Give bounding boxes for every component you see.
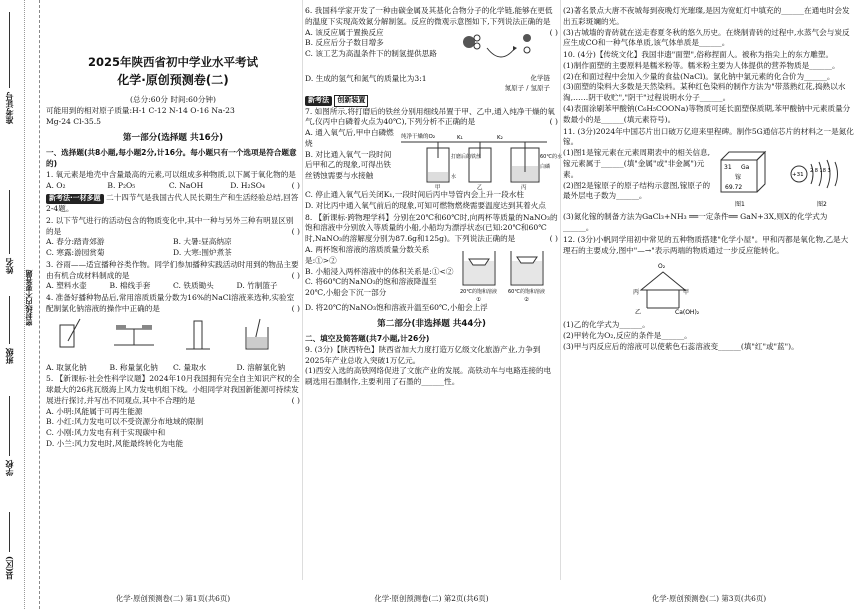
option-b: B. 小红:风力发电可以不受资源分布地域的限制 bbox=[46, 417, 204, 427]
question-4-figures bbox=[46, 315, 300, 359]
option-d: D. 竹制篮子 bbox=[236, 281, 278, 291]
svg-text:丙: 丙 bbox=[633, 289, 640, 297]
option-c: C. NaOH bbox=[168, 181, 204, 191]
atom-structure-diagram bbox=[791, 160, 838, 208]
question-5: 5. 【新课标·社会性科学议题】2024年10月我国拥有完全自主知识产权的全球最大的26兆瓦级海上风力发电机组下线。小组同学对我国新能源可持续发展进行探讨,并写出不同观点,其中不合理的是 ( ) bbox=[46, 374, 300, 405]
gallium-figures bbox=[713, 148, 853, 212]
question-11-1: (1)图1是镓元素在元素周期表中的相关信息,镓元素属于______(填"金属"或"非金属")元素。 bbox=[563, 148, 711, 179]
exam-number-label: 准考证号 bbox=[4, 92, 14, 124]
question-8: 8. 【新课标·跨物理学科】分别在20℃和60℃时,向两杯等质量的NaNO₃的饱和溶液中分别放入等质量的小船,小船均为漂浮状态(已知:20℃和60℃时,NaNO₃的溶解度分别为87.6g和125g)。下列说法正确的是 ( ) bbox=[305, 212, 558, 244]
question-8-options bbox=[305, 245, 455, 303]
district-line bbox=[9, 512, 10, 552]
question-7-body bbox=[305, 128, 562, 192]
take-salt-figure bbox=[60, 319, 80, 347]
svg-text:乙: 乙 bbox=[635, 309, 642, 317]
svg-text:Ca(OH)₂: Ca(OH)₂ bbox=[675, 309, 700, 317]
school-label: 学校 bbox=[4, 460, 14, 476]
option-d: D. 将20℃的NaNO₃饱和溶液升温至60℃,小船会上浮 bbox=[305, 302, 488, 312]
svg-text:纯净干燥的O₂: 纯净干燥的O₂ bbox=[401, 134, 436, 141]
atomic-masses: 可能用到的相对原子质量:H-1 C-12 N-14 O-16 Na-23 bbox=[46, 106, 235, 116]
beakers-diagram bbox=[455, 245, 555, 303]
question-3-options bbox=[46, 281, 300, 292]
option-a: A. 该反应属于置换反应 bbox=[305, 27, 384, 37]
question-12-1: (1)乙的化学式为______。 bbox=[563, 320, 650, 330]
question-10: 10. (4分)【传统文化】我国非遗"面塑",俗称捏面人。被称为指尖上的东方雕塑。 bbox=[563, 50, 834, 60]
section-2-title: 二、填空及简答题(共7小题,计26分) bbox=[305, 333, 430, 343]
question-9-2: (2)著名景点大唐不夜城每到夜晚灯光璀璨,是因为宽虹灯中填充的______在通电时会发出五彩斑斓的光。 bbox=[563, 6, 850, 26]
legend-labels: 氮原子 / 氢原子 bbox=[504, 84, 550, 93]
option-d: D. 生成的氢气和氮气的质量比为3:1 bbox=[305, 73, 427, 83]
option-d: D. H₂SO₄ bbox=[230, 181, 266, 191]
option-a: A. O₂ bbox=[46, 181, 66, 191]
option-b: B. 对比通入氧气一段时间后甲和乙的现象,可得出铁丝锈蚀需要与水接触 bbox=[305, 149, 392, 181]
option-b: B. P₂O₅ bbox=[107, 181, 136, 191]
hydrogen-legend-dot bbox=[524, 47, 530, 53]
page-footer: 化学·原创预测卷(二) 第2页(共6页) bbox=[374, 594, 489, 604]
option-d: D. 小兰:风力发电时,风能最终转化为电能 bbox=[46, 439, 184, 449]
option-a: A. 小明:风能属于可再生能源 bbox=[46, 406, 143, 416]
question-10-1: (1)制作面塑的主要原料是糯米粉等。糯米粉主要为人体提供的营养物质是______。 bbox=[563, 60, 840, 70]
svg-text:图1: 图1 bbox=[735, 201, 745, 209]
svg-text:31: 31 bbox=[724, 164, 732, 172]
option-b: B. 小船浸入两杯溶液中的体积关系是:①<② bbox=[305, 266, 454, 276]
exam-meta: (总分:60分 时间:60分钟) bbox=[130, 95, 216, 105]
svg-text:Ga: Ga bbox=[741, 164, 750, 172]
svg-text:①: ① bbox=[476, 296, 481, 303]
svg-text:+31: +31 bbox=[792, 172, 804, 179]
question-4: 4. 准备好播种物品后,常用溶质质量分数为16%的NaCl溶液来选种,实验室配制氯化钠溶液的操作中正确的是 ( ) bbox=[46, 293, 300, 313]
atomic-masses-2: Mg-24 Cl-35.5 bbox=[46, 116, 101, 126]
question-10-2: (2)在和面过程中会加入少量的食盐(NaCl)。氯化钠中氯元素的化合价为______。 bbox=[563, 71, 835, 81]
option-a: A. 取氯化钠 bbox=[46, 362, 87, 372]
svg-text:水: 水 bbox=[451, 174, 457, 181]
chain-label: 化学链 bbox=[530, 73, 550, 82]
option-d: D. 大寒:围炉煮茶 bbox=[173, 248, 232, 258]
question-12-2: (2)甲转化为O₂,反应的条件是______。 bbox=[563, 330, 692, 340]
weigh-salt-figure bbox=[114, 325, 154, 345]
chemistry-house-diagram bbox=[563, 256, 855, 316]
option-c: C. 量取水 bbox=[173, 362, 207, 372]
question-7-tags: 新考法 创新装置 bbox=[305, 95, 558, 107]
question-11-3: (3)氮化镓的制备方法为GaCl₃+NH₃ ══一定条件══ GaN+3X,则X的化学式为______。 bbox=[563, 212, 828, 232]
question-9-1: (1)西安入选的高铁网络促进了文旅产业的发展。高铁动车与电路连接的电刷选用石墨制作,主要利用了石墨的______性。 bbox=[305, 366, 552, 387]
part-2-title: 第二部分(非选择题 共44分) bbox=[377, 318, 486, 329]
option-b: B. 反应后分子数目增多 bbox=[305, 38, 384, 48]
seal-note: 密封线内不要答题 bbox=[24, 270, 33, 326]
question-11-body bbox=[563, 148, 855, 212]
column-divider bbox=[560, 0, 561, 580]
option-a: A. 通入氧气后,甲中白磷燃烧 bbox=[305, 128, 394, 148]
option-c: C. 寒露:游园赏菊 bbox=[46, 248, 105, 258]
svg-text:20℃的饱和溶液: 20℃的饱和溶液 bbox=[460, 288, 497, 295]
question-7: 7. 如图所示,将打磨后的铁丝分别用细线吊置于甲、乙中,通入纯净干燥的氧气,仪丙中白磷着火点为40℃),下列分析不正确的是 ( ) bbox=[305, 106, 558, 127]
section-1-title: 一、选择题(共8小题,每小题2分,计16分。每小题只有一个选项是符合题意的) bbox=[46, 147, 297, 168]
school-line bbox=[9, 396, 10, 456]
page-footer: 化学·原创预测卷(二) 第1页(共6页) bbox=[115, 594, 231, 604]
option-d: D. 对比丙中通入氧气前后的现象,可知可燃物燃烧需要温度达到其着火点 bbox=[305, 200, 546, 210]
question-1-options bbox=[46, 181, 292, 192]
svg-text:60℃的饱和溶液: 60℃的饱和溶液 bbox=[508, 288, 545, 295]
svg-text:②: ② bbox=[524, 296, 529, 303]
question-11-2: (2)图2是镓原子的原子结构示意图,镓原子的最外层电子数为______。 bbox=[563, 180, 711, 201]
nitrogen-legend-dot bbox=[523, 34, 531, 42]
name-line bbox=[9, 190, 10, 254]
option-a: A. 塑料水壶 bbox=[46, 281, 87, 291]
question-7-options-ab bbox=[305, 128, 397, 190]
svg-text:60℃的水: 60℃的水 bbox=[540, 154, 562, 161]
question-6-body bbox=[305, 28, 550, 74]
column-divider bbox=[302, 0, 303, 580]
question-5-options bbox=[46, 407, 300, 450]
option-c: C. 停止通入氧气后关闭K₁,一段时间后丙中导管内会上升一段水柱 bbox=[305, 190, 524, 200]
question-4-options bbox=[46, 363, 300, 374]
option-d: D. 溶解氯化钠 bbox=[236, 362, 286, 372]
question-12: 12. (3分)小帆同学用初中常见的五种物质搭建"化学小屋"。甲和丙都是氧化物,乙是大理石的主要成分,图中"—→"表示两端的物质通过一步反应能转化。 bbox=[563, 234, 849, 255]
question-3: 3. 谷雨——适宜播种谷类作物。同学们参加播种实践活动时用到的物品主要由有机合成材料制成的是 ( ) bbox=[46, 259, 300, 280]
svg-text:打磨后的铁丝: 打磨后的铁丝 bbox=[451, 154, 482, 161]
question-6-options bbox=[305, 28, 455, 74]
question-2-options bbox=[46, 237, 300, 259]
question-11-parts bbox=[563, 148, 713, 212]
svg-text:图2: 图2 bbox=[817, 201, 827, 209]
binding-margin bbox=[0, 0, 40, 609]
part-1-title: 第一部分(选择题 共16分) bbox=[122, 132, 224, 143]
svg-text:甲: 甲 bbox=[435, 185, 441, 192]
question-1: 1. 氧元素是地壳中含量最高的元素,可以组成多种物质,以下属于氧化物的是 ( ) bbox=[46, 170, 300, 191]
svg-text:K₂: K₂ bbox=[497, 135, 503, 142]
option-c: C. 铁质锄头 bbox=[173, 281, 214, 291]
svg-text:2 8 18 3: 2 8 18 3 bbox=[810, 168, 831, 175]
option-b: B. 大暑:昼高纳凉 bbox=[173, 237, 232, 247]
svg-text:K₁: K₁ bbox=[457, 135, 463, 142]
class-label: 班级 bbox=[4, 348, 14, 364]
periodic-table-cell bbox=[721, 152, 765, 208]
question-8-body bbox=[305, 245, 558, 303]
page-footer: 化学·原创预测卷(二) 第3页(共6页) bbox=[651, 594, 767, 604]
option-b: B. 称量氯化钠 bbox=[109, 362, 158, 372]
question-9: 9. (3分)【陕西特色】陕西省加大力度打造万亿级文化旅游产业,力争到2025年产业总收入突破1万亿元。 bbox=[305, 344, 541, 365]
question-10-4: (4)表面涂刷苯甲酸钠(C₆H₅COONa)等物质可延长面塑保质期,苯甲酸钠中元素质量分数最小的是______(填元素符号)。 bbox=[563, 104, 851, 124]
svg-text:乙: 乙 bbox=[477, 185, 483, 192]
exam-subtitle: 化学·原创预测卷(二) bbox=[117, 73, 229, 88]
exam-number-line bbox=[9, 12, 10, 88]
question-12-3: (3)甲与丙反应后的溶液可以使紫色石蕊溶液变______(填"红"或"蓝")。 bbox=[563, 341, 799, 351]
question-6-legend bbox=[305, 74, 558, 85]
svg-text:69.72: 69.72 bbox=[725, 184, 743, 192]
apparatus-diagram bbox=[397, 128, 562, 192]
district-label: 县(区) bbox=[4, 556, 14, 580]
group-intro: 新考法·一材多题 二十四节气是我国古代人民长期生产和生活经验总结,回答2-4题。 bbox=[46, 193, 299, 213]
name-label: 姓名 bbox=[4, 258, 14, 274]
exam-title: 2025年陕西省初中学业水平考试 bbox=[87, 55, 258, 69]
reaction-diagram bbox=[455, 28, 555, 74]
measure-water-figure bbox=[186, 321, 210, 349]
svg-text:镓: 镓 bbox=[735, 174, 742, 182]
svg-text:甲: 甲 bbox=[683, 289, 690, 297]
question-10-3: (3)面塑的染料大多数是天然染料。某种红色染料的制作方法为"带蒸熟红花,捣熟以水淘,……阴干收贮","阴干"过程说明水分子______。 bbox=[563, 82, 846, 103]
dissolve-salt-figure bbox=[246, 319, 268, 349]
option-c: C. 小刚:风力发电有利于实现碳中和 bbox=[46, 428, 166, 438]
option-a: A. 春分:踏青郊游 bbox=[46, 237, 105, 247]
question-2: 2. 以下节气进行的活动包含的物质变化中,其中一种与另外三种有明显区别的是 ( ) bbox=[46, 215, 300, 236]
option-c: C. 将60℃的NaNO₃的饱和溶液降温至20℃,小船会下沉一部分 bbox=[305, 277, 437, 298]
page-3 bbox=[563, 0, 855, 609]
question-11: 11. (3分)2024年中国芯片出口破万亿迎来里程碑。制作5G通信芯片的材料之一是氮化镓。 bbox=[563, 126, 854, 147]
new-method-tag: 新考法·一材多题 bbox=[46, 194, 104, 204]
svg-text:丙: 丙 bbox=[521, 185, 527, 192]
page-2 bbox=[305, 0, 562, 609]
option-c: C. 该工艺为高温条件下的制氢提供思路 bbox=[305, 49, 437, 59]
page-1 bbox=[46, 0, 300, 609]
question-6: 6. 我国科学家开发了一种由碳金属及其基化合物分子的化学链,能够在更低的温度下实现高效氮分解制氢。反应的微观示意图如下,下列说法正确的是 ( ) bbox=[305, 6, 558, 37]
option-a: A. 两杯饱和溶液的溶质质量分数关系是:①>② bbox=[305, 244, 430, 265]
question-9-3: (3)古城墙的青砖就在送走春夏冬秋的悠久历史。在烧制青砖的过程中,水蒸气会与炭反应生成CO和一种气体单质,该气体单质是______。 bbox=[563, 27, 850, 48]
svg-text:白磷: 白磷 bbox=[540, 164, 551, 171]
svg-text:O₂: O₂ bbox=[658, 263, 666, 271]
class-line bbox=[9, 296, 10, 344]
option-b: B. 棉线手套 bbox=[109, 281, 151, 291]
